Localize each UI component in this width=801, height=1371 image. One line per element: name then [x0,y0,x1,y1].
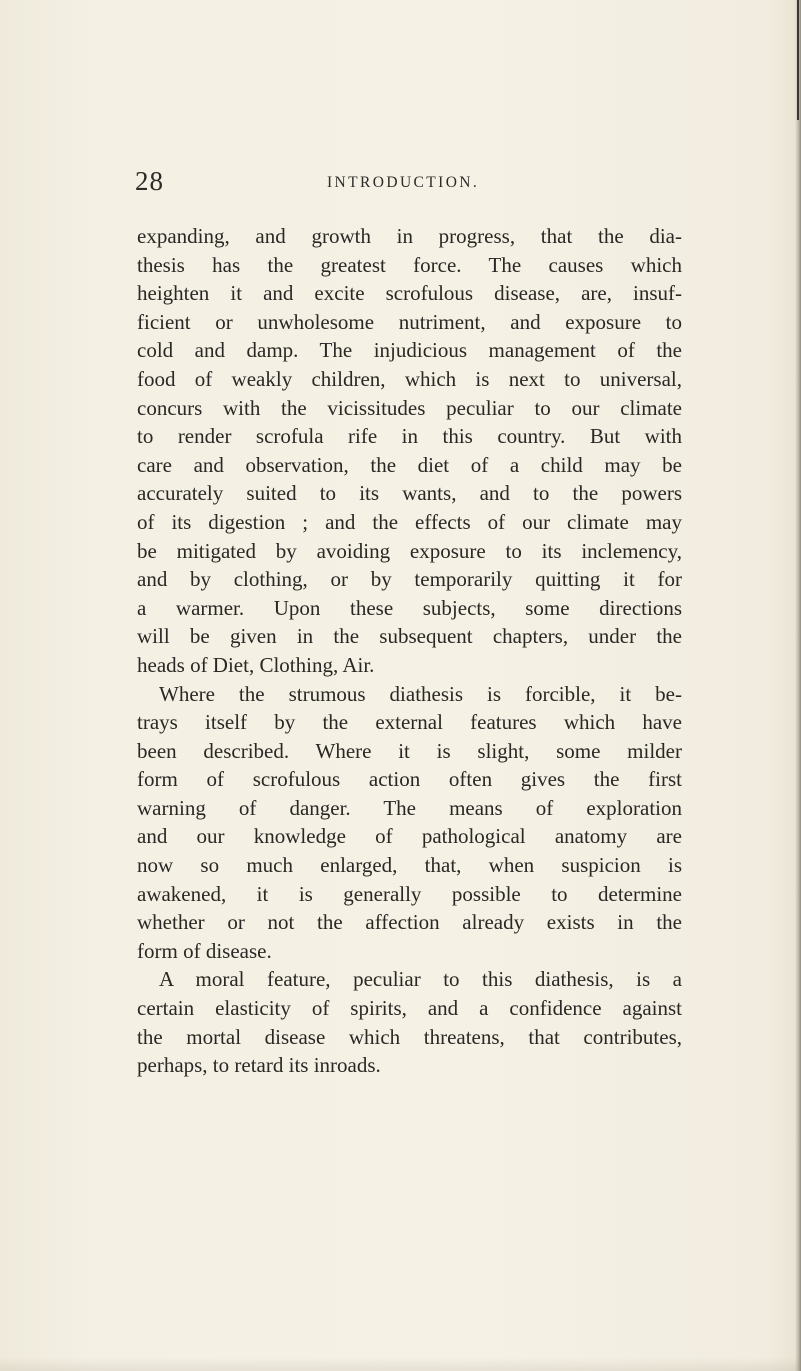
text-line: heighten it and excite scrofulous disease, are, insuf- [137,281,682,306]
text-line: a warmer. Upon these subjects, some directions [137,595,682,620]
text-line: been described. Where it is slight, some milder [137,738,682,763]
text-line: food of weakly children, which is next to universal, [137,366,682,391]
text-line: awakened, it is generally possible to determine [137,881,682,906]
page-header [0,166,801,202]
body-text [137,222,682,1080]
text-line: cold and damp. The injudicious management of the [137,338,682,363]
text-line: whether or not the affection already exists in the [137,910,682,935]
text-line: Where the strumous diathesis is forcible, it be- [159,681,682,706]
text-line: expanding, and growth in progress, that the dia- [137,224,682,248]
text-line: the mortal disease which threatens, that contributes, [137,1024,682,1049]
text-line: trays itself by the external features which have [137,710,682,735]
running-head: INTRODUCTION. [327,174,480,191]
text-line: now so much enlarged, that, when suspicion is [137,853,682,878]
text-line: form of scrofulous action often gives the first [137,767,682,792]
text-line: accurately suited to its wants, and to the powers [137,481,682,506]
text-line: of its digestion ; and the effects of our climate may [137,509,682,534]
text-line: concurs with the vicissitudes peculiar to our climate [137,395,682,420]
page-number: 28 [135,166,164,196]
text-line: warning of danger. The means of exploration [137,795,682,820]
page-edge-shadow [795,0,801,1371]
page-bottom-shadow [0,1357,801,1371]
text-line: thesis has the greatest force. The causes which [137,252,682,277]
text-line: care and observation, the diet of a child may be [137,452,682,477]
text-line: A moral feature, peculiar to this diathesis, is a [159,967,682,992]
text-line: heads of Diet, Clothing, Air. [137,652,375,677]
text-line: and by clothing, or by temporarily quitting it for [137,567,682,592]
text-line: will be given in the subsequent chapters, under the [137,624,682,649]
page-edge-mark [797,0,799,120]
text-line: certain elasticity of spirits, and a confidence against [137,996,682,1021]
text-line: and our knowledge of pathological anatomy are [137,824,682,849]
text-line: form of disease. [137,938,272,963]
text-line: to render scrofula rife in this country. But with [137,424,682,449]
text-line: ficient or unwholesome nutriment, and exposure to [137,309,682,334]
text-line: perhaps, to retard its inroads. [137,1053,381,1078]
text-line: be mitigated by avoiding exposure to its inclemency, [137,538,682,563]
